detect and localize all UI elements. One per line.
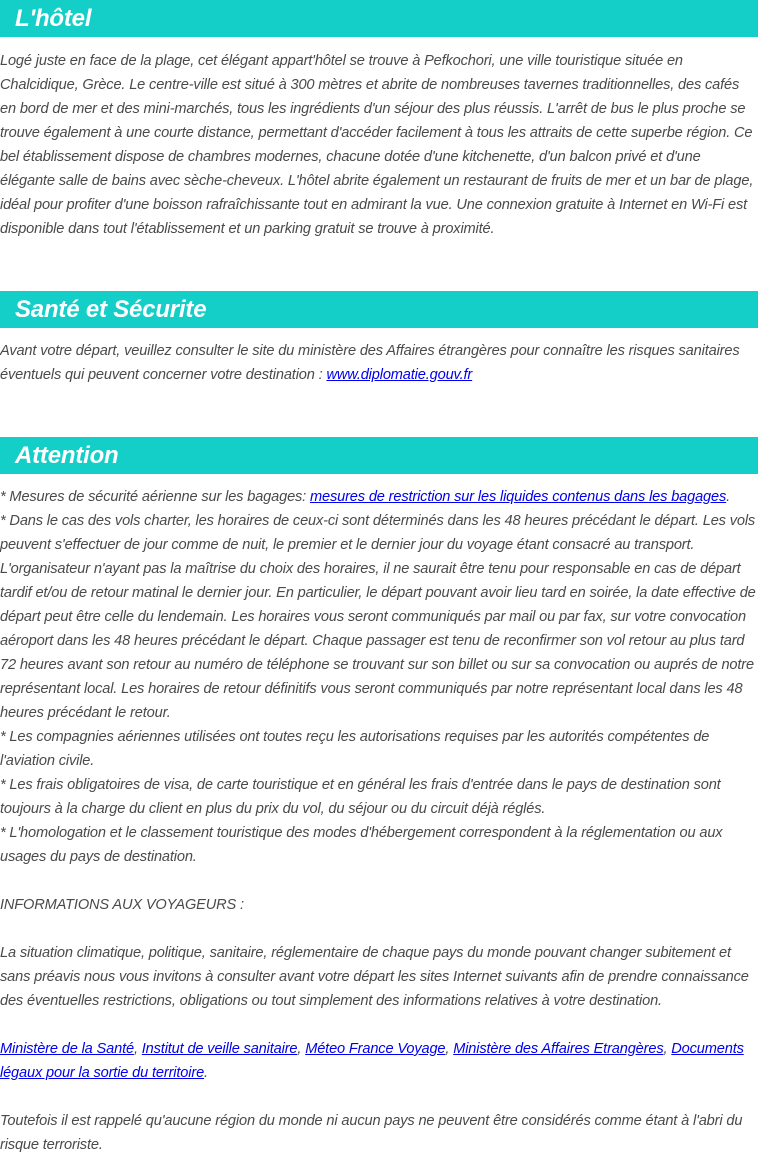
link-separator: , [133,1041,142,1057]
link-separator: , [445,1041,454,1057]
sante-ministry-link[interactable]: Ministère de la Santé [0,1041,134,1057]
spacer [0,869,758,893]
attention-content [0,485,758,1157]
health-description [0,339,758,387]
security-prefix: * Mesures de sécurité aérienne sur les bagages: [0,489,310,505]
fees-note: * Les frais obligatoires de visa, de carte touristique et en général les frais d'entrée dans le pays de destination sont toujours à la charge du client en plus du prix du vol, du séjour ou du circuit déjà réglés. [0,777,721,817]
terror-note: Toutefois il est rappelé qu'aucune région du monde ni aucun pays ne peuvent être considérés comme étant à l'abri du risque terroriste. [0,1113,743,1153]
affaires-etrangeres-link[interactable]: Ministère des Affaires Etrangères [453,1041,664,1057]
info-heading: INFORMATIONS AUX VOYAGEURS : [0,897,244,913]
liquids-restriction-link[interactable]: mesures de restriction sur les liquides contenus dans les bagages [310,489,727,505]
hotel-section-header [0,0,758,37]
spacer [0,1013,758,1037]
attention-section-title: Attention [15,442,119,469]
spacer [0,917,758,941]
health-section-header [0,291,758,328]
meteo-france-link[interactable]: Méteo France Voyage [305,1041,446,1057]
link-separator: , [663,1041,672,1057]
external-links [0,1037,758,1085]
diplomatie-link[interactable]: www.diplomatie.gouv.fr [326,367,473,383]
link-separator: , [297,1041,306,1057]
health-text: Avant votre départ, veuillez consulter le site du ministère des Affaires étrangères pour connaître les risques sanitaires éventuels qui peuvent concerner votre destination : [0,343,740,383]
hotel-description: Logé juste en face de la plage, cet élégant appart'hôtel se trouve à Pefkochori, une ville touristique située en Chalcidique, Grèce. Le centre-ville est situé à 300 mètres et abrite de nombreuses tavernes traditionnelles, des cafés en bord de mer et des mini-marchés, tous les ingrédients d'un séjour des plus réussis. L'arrêt de bus le plus proche se trouve également à une courte distance, permettant d'accéder facilement à tous les attraits de cette superbe région. Ce bel établissement dispose de chambres modernes, chacune dotée d'une kitchenette, d'un balcon privé et d'une élégante salle de bains avec sèche-cheveux. L'hôtel abrite également un restaurant de fruits de mer et un bar de plage, idéal pour profiter d'une boisson rafraîchissante tout en admirant la vue. Une connexion gratuite à Internet en Wi-Fi est disponible dans tout l'établissement et un parking gratuit se trouve à proximité. [0,53,754,237]
situation-note: La situation climatique, politique, sanitaire, réglementaire de chaque pays du monde pouvant changer subitement et sans préavis nous vous invitons à consulter avant votre départ les sites Internet suivants afin de prendre connaissance des éventuelles restrictions, obligations ou tout simplement des informations relatives à votre destination. [0,945,749,1009]
spacer [0,1085,758,1109]
airlines-note: * Les compagnies aériennes utilisées ont toutes reçu les autorisations requises par les autorités compétentes de l'aviation civile. [0,729,710,769]
hotel-section-title: L'hôtel [15,5,92,32]
charter-note: * Dans le cas des vols charter, les horaires de ceux-ci sont déterminés dans les 48 heures précédant le départ. Les vols peuvent s'effectuer de jour comme de nuit, le premier et le dernier jour du voyage étant consacré au transport. L'organisateur n'ayant pas la maîtrise du choix des horaires, il ne saurait être tenu pour responsable en cas de départ tardif et/ou de retour matinal le dernier jour. En particulier, le départ pouvant avoir lieu tard en soirée, la date effective de départ peut être celle du lendemain. Les horaires vous seront communiqués par mail ou par fax, sur votre convocation aéroport dans les 48 heures précédant le départ. Chaque passager est tenu de reconfirmer son vol retour au plus tard 72 heures avant son retour au numéro de téléphone se trouvant sur son billet ou sur sa convocation ou auprés de notre représentant local. Les horaires de retour définitifs vous seront communiqués par notre représentant local dans les 48 heures précédant le retour. [0,513,756,721]
security-suffix: . [726,489,731,505]
security-note [0,485,758,509]
links-end: . [204,1065,208,1081]
attention-section-header [0,437,758,474]
homologation-note: * L'homologation et le classement touristique des modes d'hébergement correspondent à la réglementation ou aux usages du pays de destination. [0,825,723,865]
health-section-title: Santé et Sécurite [15,296,207,323]
veille-sanitaire-link[interactable]: Institut de veille sanitaire [141,1041,298,1057]
documents-legaux-link[interactable]: Documents légaux pour la sortie du territoire [0,1041,744,1081]
